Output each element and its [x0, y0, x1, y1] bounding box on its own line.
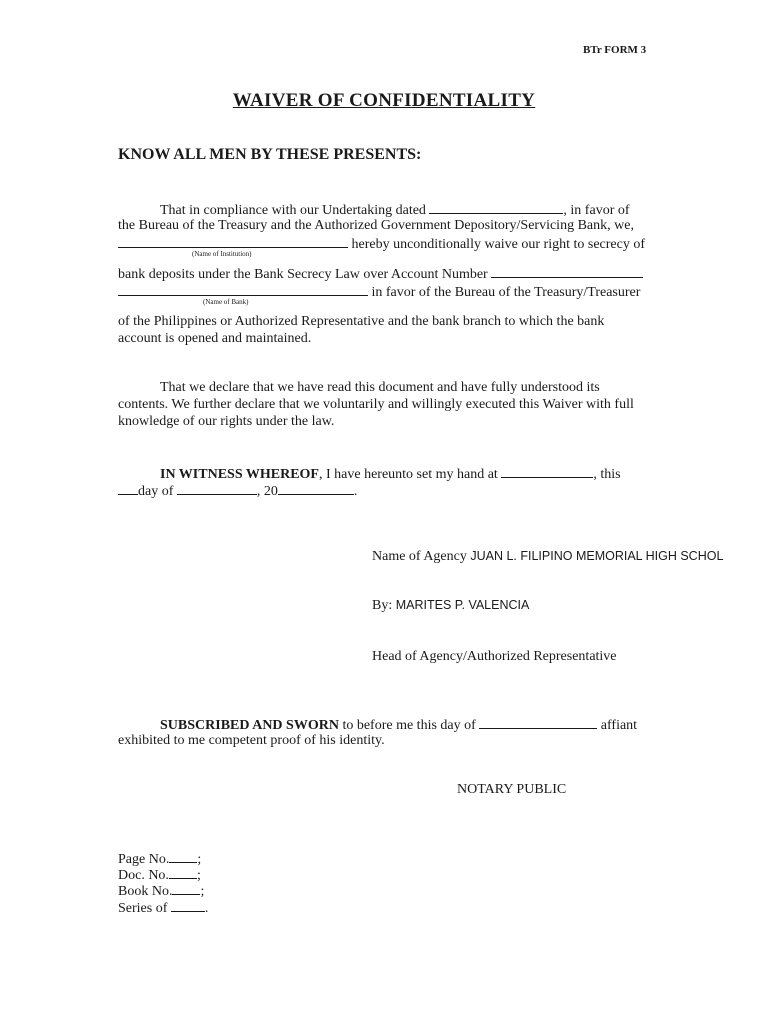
by-line: By: MARITES P. VALENCIA	[372, 598, 530, 613]
para1-line7: account is opened and maintained.	[118, 331, 312, 346]
representative-name: MARITES P. VALENCIA	[395, 598, 530, 612]
page-no: Page No. ;	[118, 852, 202, 867]
place-blank[interactable]	[501, 465, 593, 478]
bank-name-blank[interactable]	[118, 283, 368, 296]
agency-line: Name of Agency JUAN L. FILIPINO MEMORIAL HIGH SCHOL	[372, 549, 724, 564]
page-no-blank[interactable]	[169, 850, 197, 863]
year-blank[interactable]	[278, 482, 354, 495]
para2-line3: knowledge of our rights under the law.	[118, 414, 335, 429]
para1-line5: in favor of the Bureau of the Treasury/Treasurer	[118, 283, 640, 301]
doc-no-blank[interactable]	[169, 866, 197, 879]
form-number: BTr FORM 3	[583, 44, 647, 56]
day-blank[interactable]	[118, 482, 138, 495]
para2-line1: That we declare that we have read this document and have fully understood its	[160, 380, 600, 395]
institution-name-blank[interactable]	[118, 235, 348, 248]
head-of-agency-label: Head of Agency/Authorized Representative	[372, 649, 617, 664]
book-no: Book No. ;	[118, 884, 205, 899]
para1-line3: hereby unconditionally waive our right to secrecy of	[118, 235, 645, 253]
notary-public-label: NOTARY PUBLIC	[457, 782, 567, 797]
book-no-blank[interactable]	[172, 882, 200, 895]
series-blank[interactable]	[171, 899, 205, 912]
month-blank[interactable]	[177, 482, 257, 495]
caption-bank: (Name of Bank)	[203, 298, 249, 306]
para1-line4: bank deposits under the Bank Secrecy Law over Account Number	[118, 265, 643, 283]
witness-line2: day of , 20 .	[118, 482, 357, 500]
sworn-line2: exhibited to me competent proof of his identity.	[118, 733, 385, 748]
undertaking-date-blank[interactable]	[429, 201, 563, 214]
sworn-line1: SUBSCRIBED AND SWORN to before me this day of affiant	[160, 718, 638, 733]
doc-no: Doc. No. ;	[118, 868, 201, 883]
para2-line2: contents. We further declare that we voluntarily and willingly executed this Waiver with full	[118, 397, 634, 412]
para1-line6: of the Philippines or Authorized Representative and the bank branch to which the bank	[118, 314, 605, 329]
sworn-date-blank[interactable]	[479, 716, 597, 729]
heading: KNOW ALL MEN BY THESE PRESENTS:	[118, 146, 422, 163]
witness-line1: IN WITNESS WHEREOF, I have hereunto set my hand at , this	[160, 467, 621, 482]
agency-value: JUAN L. FILIPINO MEMORIAL HIGH SCHOL	[470, 549, 724, 563]
document-title: WAIVER OF CONFIDENTIALITY	[232, 90, 536, 111]
caption-institution: (Name of Institution)	[192, 250, 252, 258]
para1-line2: the Bureau of the Treasury and the Authorized Government Depository/Servicing Bank, we,	[118, 218, 634, 233]
series-of: Series of .	[118, 901, 209, 916]
account-number-blank[interactable]	[491, 265, 643, 278]
para1-line1: That in compliance with our Undertaking dated , in favor of	[160, 203, 630, 218]
